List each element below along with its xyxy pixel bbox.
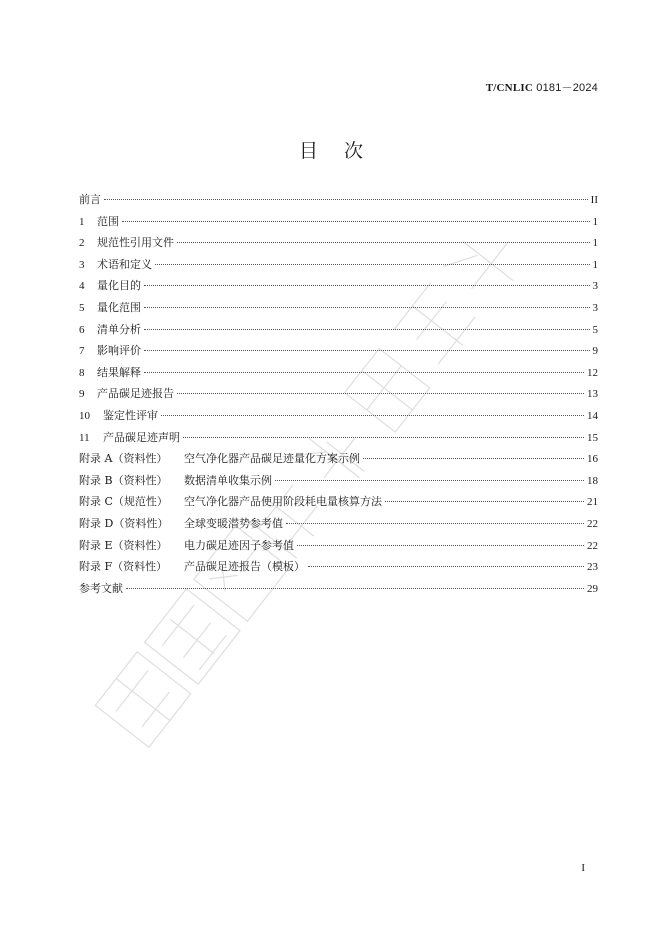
- toc-leader: [363, 458, 584, 459]
- toc-label: 鉴定性评审: [103, 408, 158, 422]
- toc-leader: [126, 588, 584, 589]
- toc-label: 影响评价: [97, 344, 141, 358]
- toc-row-appendix-b[interactable]: [79, 472, 598, 494]
- appendix-category: 附录 A（资料性）: [79, 452, 168, 466]
- toc-label: 清单分析: [97, 322, 141, 336]
- toc-page: 16: [587, 453, 598, 466]
- toc-row-5[interactable]: [79, 299, 598, 321]
- toc-label: 产品碳足迹报告（模板）: [184, 560, 305, 574]
- toc-label: 空气净化器产品碳足迹量化方案示例: [184, 452, 360, 466]
- toc-leader: [144, 307, 590, 308]
- toc-section-number: 3: [79, 258, 85, 271]
- toc-leader: [177, 242, 590, 243]
- toc-leader: [385, 501, 584, 502]
- toc-section-number: 6: [79, 323, 85, 336]
- toc-label: 规范性引用文件: [97, 236, 174, 250]
- toc-leader: [275, 480, 584, 481]
- toc-page: 21: [587, 496, 598, 509]
- toc-page: 14: [587, 409, 598, 422]
- toc-row-references[interactable]: [79, 580, 598, 602]
- toc-row-appendix-f[interactable]: [79, 558, 598, 580]
- toc-label: 产品碳足迹声明: [103, 430, 180, 444]
- toc-page: 9: [592, 345, 598, 358]
- toc-page: 13: [587, 388, 598, 401]
- toc-label: 范围: [97, 214, 119, 228]
- toc-leader: [104, 199, 588, 200]
- toc-row-preface[interactable]: [79, 191, 598, 213]
- toc-label: 空气净化器产品使用阶段耗电量核算方法: [184, 495, 382, 509]
- appendix-category: 附录 B（资料性）: [79, 473, 168, 487]
- page-number: I: [581, 862, 585, 874]
- toc-row-appendix-d[interactable]: [79, 515, 598, 537]
- standard-code: T/CNLIC: [485, 82, 533, 94]
- document-code: [486, 79, 598, 95]
- toc-section-number: 10: [79, 409, 90, 422]
- toc-page: II: [590, 194, 598, 206]
- toc-page: 22: [587, 539, 598, 552]
- toc-row-10[interactable]: [79, 407, 598, 429]
- page-title: 目次: [298, 140, 389, 162]
- toc-row-appendix-c[interactable]: [79, 493, 598, 515]
- toc-section-number: 8: [79, 366, 85, 379]
- toc-page: 12: [587, 366, 598, 379]
- toc-page: 15: [587, 431, 598, 444]
- toc-page: 18: [587, 474, 598, 487]
- toc-label: 量化范围: [97, 300, 141, 314]
- appendix-category: 附录 E（资料性）: [79, 538, 168, 552]
- toc-leader: [286, 523, 584, 524]
- toc-section-number: 5: [79, 301, 85, 314]
- toc-section-number: 2: [79, 237, 85, 250]
- toc-label: 产品碳足迹报告: [97, 387, 174, 401]
- toc-page: 3: [592, 301, 598, 314]
- toc-page: 1: [592, 237, 598, 250]
- toc-page: 23: [587, 561, 598, 574]
- appendix-category: 附录 F（资料性）: [79, 560, 168, 574]
- toc-section-number: 7: [79, 345, 85, 358]
- toc-label: 前言: [79, 193, 101, 206]
- toc-page: 22: [587, 517, 598, 530]
- toc-leader: [155, 264, 590, 265]
- toc-label: 全球变暖潜势参考值: [184, 516, 283, 530]
- toc-row-3[interactable]: [79, 256, 598, 278]
- toc-row-appendix-e[interactable]: [79, 537, 598, 559]
- toc-row-9[interactable]: [79, 385, 598, 407]
- toc-leader: [308, 566, 584, 567]
- toc-leader: [144, 350, 590, 351]
- toc-section-number: 1: [79, 215, 85, 228]
- toc-row-6[interactable]: [79, 321, 598, 343]
- toc-label: 量化目的: [97, 279, 141, 293]
- toc-page: 5: [592, 323, 598, 336]
- toc-section-number: 4: [79, 280, 85, 293]
- toc-section-number: 9: [79, 388, 85, 401]
- toc-leader: [183, 437, 584, 438]
- toc-page: 1: [592, 258, 598, 271]
- toc-label: 参考文献: [79, 581, 123, 595]
- toc-label: 术语和定义: [97, 257, 152, 271]
- toc-row-appendix-a[interactable]: [79, 450, 598, 472]
- standard-number: 0181－2024: [533, 82, 598, 94]
- toc-leader: [144, 329, 590, 330]
- toc-leader: [144, 285, 590, 286]
- toc-row-1[interactable]: [79, 213, 598, 235]
- toc-row-7[interactable]: [79, 342, 598, 364]
- toc-leader: [161, 415, 584, 416]
- toc-page: 1: [592, 215, 598, 228]
- toc-row-8[interactable]: [79, 364, 598, 386]
- toc-row-4[interactable]: [79, 277, 598, 299]
- toc-row-2[interactable]: [79, 234, 598, 256]
- table-of-contents: [79, 191, 598, 601]
- toc-section-number: 11: [79, 431, 90, 444]
- toc-leader: [297, 545, 584, 546]
- toc-page: 3: [592, 280, 598, 293]
- appendix-category: 附录 C（规范性）: [79, 495, 168, 509]
- toc-page: 29: [587, 582, 598, 595]
- toc-label: 结果解释: [97, 365, 141, 379]
- toc-row-11[interactable]: [79, 429, 598, 451]
- toc-label: 数据清单收集示例: [184, 473, 272, 487]
- toc-leader: [144, 372, 584, 373]
- toc-leader: [177, 393, 584, 394]
- toc-label: 电力碳足迹因子参考值: [184, 538, 294, 552]
- toc-leader: [122, 221, 590, 222]
- appendix-category: 附录 D（资料性）: [79, 516, 169, 530]
